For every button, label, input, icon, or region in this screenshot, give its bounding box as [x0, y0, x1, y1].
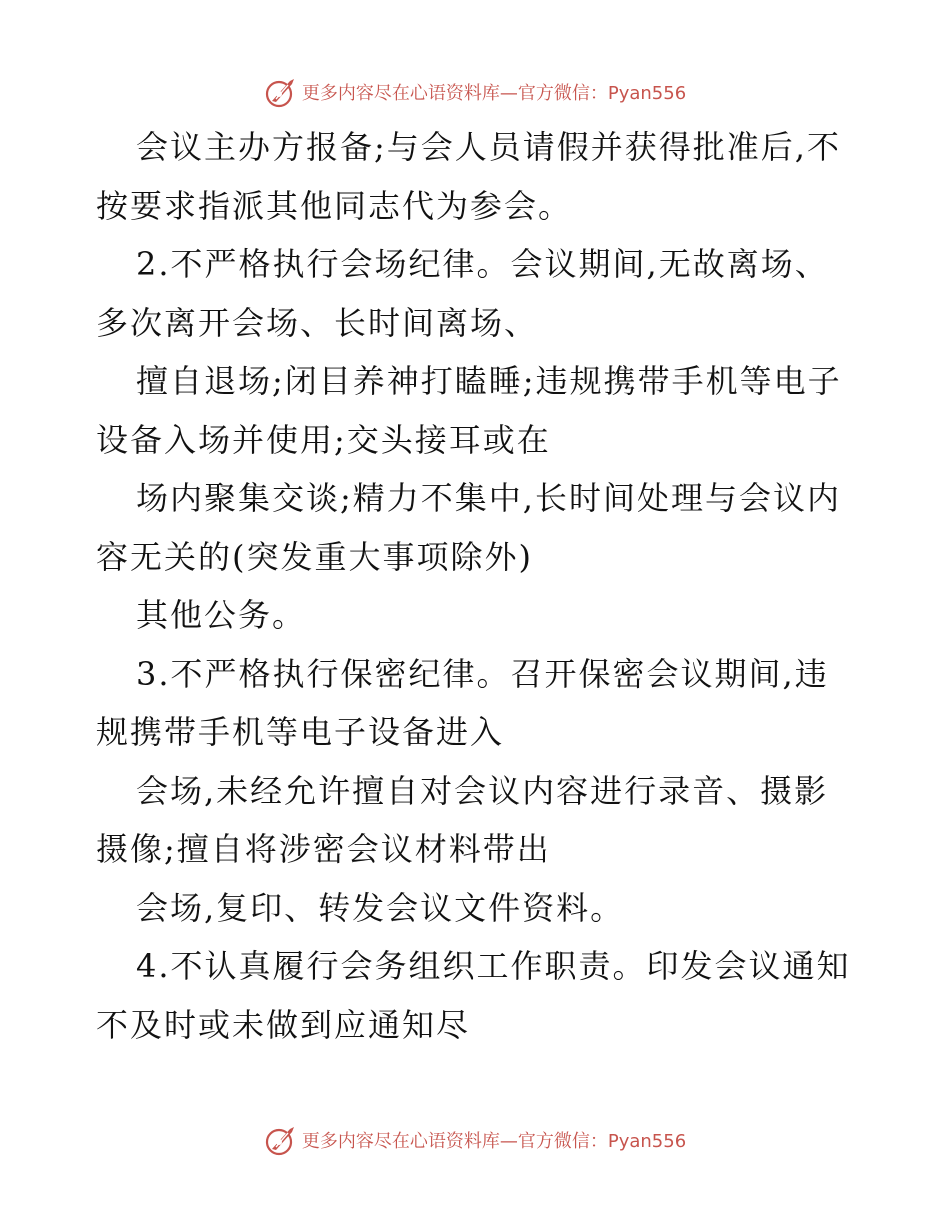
text-line: 会议主办方报备;与会人员请假并获得批准后,不	[136, 128, 841, 166]
text-line: 会场,复印、转发会议文件资料。	[136, 888, 625, 927]
feather-pen-logo-icon	[264, 75, 298, 109]
text-line: 不及时或未做到应通知尽	[96, 1005, 471, 1044]
text-line: 擅自退场;闭目养神打瞌睡;违规携带手机等电子	[136, 362, 842, 400]
text-line: 场内聚集交谈;精力不集中,长时间处理与会议内	[136, 479, 841, 517]
text-line: 4.不认真履行会务组织工作职责。印发会议通知	[136, 947, 851, 985]
text-line: 容无关的(突发重大事项除外)	[96, 537, 533, 576]
footer-banner	[0, 1120, 950, 1160]
text-line: 会场,未经允许擅自对会议内容进行录音、摄影	[136, 771, 829, 810]
header-banner	[0, 72, 950, 112]
text-line: 多次离开会场、长时间离场、	[96, 303, 539, 342]
text-line: 2.不严格执行会场纪律。会议期间,无故离场、	[136, 245, 829, 283]
text-line: 摄像;擅自将涉密会议材料带出	[96, 830, 551, 868]
text-line: 设备入场并使用;交头接耳或在	[96, 420, 551, 459]
document-body	[96, 118, 856, 1054]
text-line: 按要求指派其他同志代为参会。	[96, 186, 573, 225]
text-line: 其他公务。	[136, 596, 307, 634]
feather-pen-logo-icon	[264, 1123, 298, 1157]
text-line: 3.不严格执行保密纪律。召开保密会议期间,违	[136, 654, 829, 693]
header-banner-text: 更多内容尽在心语资料库—官方微信：Pyan556	[301, 83, 687, 104]
footer-banner-text: 更多内容尽在心语资料库—官方微信：Pyan556	[301, 1131, 687, 1152]
text-line: 规携带手机等电子设备进入	[96, 713, 505, 751]
